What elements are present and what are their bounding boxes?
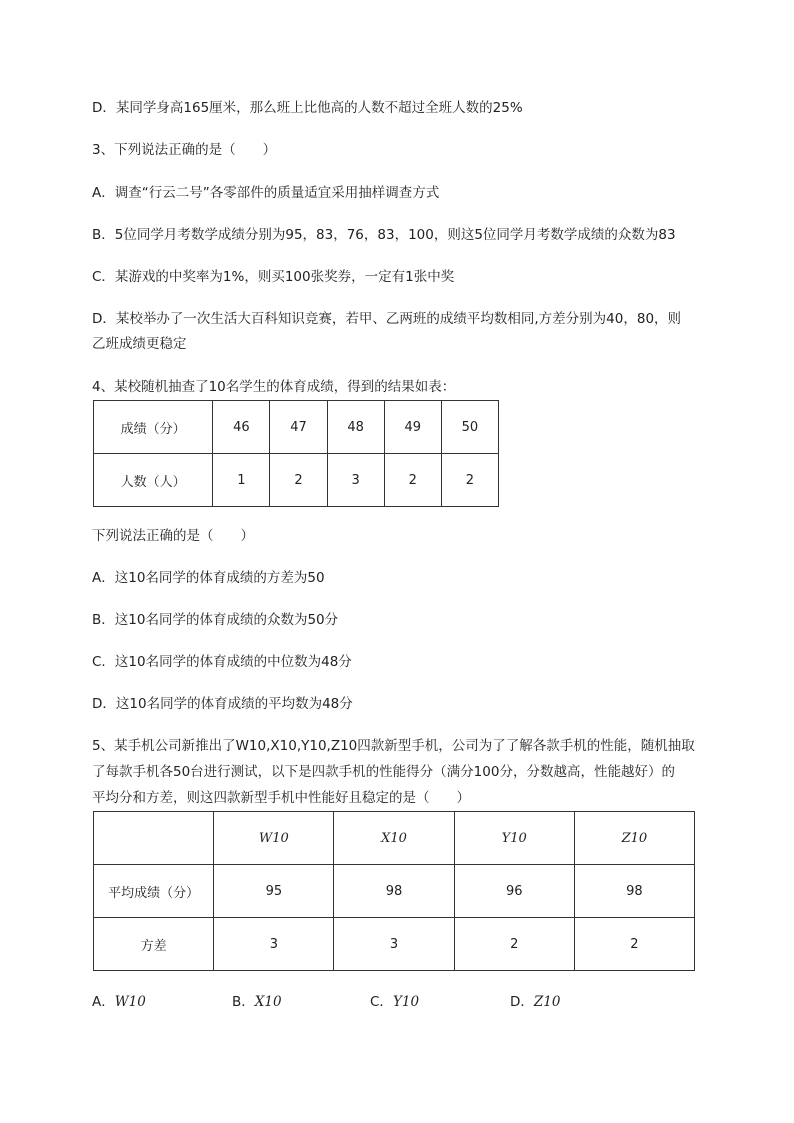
option-prefix: D． (510, 994, 534, 1010)
table-cell: 47 (270, 401, 327, 454)
q4-option-a: A．这10名同学的体育成绩的方差为50 (92, 570, 325, 586)
table-row (94, 454, 499, 507)
table-cell: 2 (454, 918, 574, 971)
table-cell: 98 (574, 865, 694, 918)
table-corner-cell (94, 812, 214, 865)
table-cell: 2 (384, 454, 441, 507)
q4-option-d: D．这10名同学的体育成绩的平均数为48分 (92, 696, 353, 712)
option-value: Y10 (392, 994, 420, 1010)
table-header-cell: Z10 (574, 812, 694, 865)
q5-option-b (232, 992, 282, 1012)
option-prefix: B． (232, 994, 255, 1010)
table-header-cell: 成绩（分） (94, 401, 213, 454)
table-cell: 2 (574, 918, 694, 971)
table-row (94, 918, 695, 971)
q5-phone-table (93, 811, 695, 971)
table-cell: 96 (454, 865, 574, 918)
q5-option-d (510, 992, 560, 1012)
table-row (94, 865, 695, 918)
q5-option-c (370, 992, 419, 1012)
table-row (94, 812, 695, 865)
q4-option-c: C．这10名同学的体育成绩的中位数为48分 (92, 654, 352, 670)
q4-option-b: B．这10名同学的体育成绩的众数为50分 (92, 612, 339, 628)
table-header-cell: Y10 (454, 812, 574, 865)
table-cell: 3 (327, 454, 384, 507)
q3-option-d-line1: D．某校举办了一次生活大百科知识竞赛，若甲、乙两班的成绩平均数相同,方差分别为40，80，则 (92, 311, 682, 327)
q3-option-d-line2: 乙班成绩更稳定 (92, 336, 187, 352)
q3-option-b: B．5位同学月考数学成绩分别为95，83，76，83，100，则这5位同学月考数学成绩的众数为83 (92, 227, 676, 243)
q3-stem: 3、下列说法正确的是（ ） (92, 142, 277, 158)
q5-option-a (92, 992, 146, 1012)
table-cell: 46 (213, 401, 270, 454)
table-cell: 3 (214, 918, 334, 971)
table-header-cell: 方差 (94, 918, 214, 971)
table-cell: 49 (384, 401, 441, 454)
option-prefix: C． (370, 994, 393, 1010)
option-value: W10 (114, 994, 146, 1010)
q4-stem: 4、某校随机抽查了10名学生的体育成绩，得到的结果如表： (92, 379, 456, 395)
table-cell: 48 (327, 401, 384, 454)
table-header-cell: 人数（人） (94, 454, 213, 507)
q4-score-table (93, 400, 499, 507)
option-value: X10 (254, 994, 282, 1010)
q2-option-d: D．某同学身高165厘米，那么班上比他高的人数不超过全班人数的25% (92, 100, 523, 116)
table-header-cell: 平均成绩（分） (94, 865, 214, 918)
q5-stem-line2: 了每款手机各50台进行测试，以下是四款手机的性能得分（满分100分，分数越高，性能越好）的 (92, 764, 675, 780)
table-cell: 95 (214, 865, 334, 918)
table-cell: 1 (213, 454, 270, 507)
q5-stem-line3: 平均分和方差，则这四款新型手机中性能好且稳定的是（ ） (92, 790, 470, 806)
q3-option-c: C．某游戏的中奖率为1%，则买100张奖券，一定有1张中奖 (92, 269, 455, 285)
table-cell: 3 (334, 918, 454, 971)
q3-option-a: A．调查“行云二号”各零部件的质量适宜采用抽样调查方式 (92, 185, 440, 201)
table-cell: 2 (441, 454, 498, 507)
table-cell: 50 (441, 401, 498, 454)
table-row (94, 401, 499, 454)
q4-prompt: 下列说法正确的是（ ） (92, 528, 254, 544)
table-header-cell: X10 (334, 812, 454, 865)
option-prefix: A． (92, 994, 115, 1010)
table-header-cell: W10 (214, 812, 334, 865)
option-value: Z10 (533, 994, 561, 1010)
table-cell: 2 (270, 454, 327, 507)
q5-stem-line1: 5、某手机公司新推出了W10,X10,Y10,Z10四款新型手机，公司为了了解各款手机的性能，随机抽取 (92, 738, 695, 754)
table-cell: 98 (334, 865, 454, 918)
